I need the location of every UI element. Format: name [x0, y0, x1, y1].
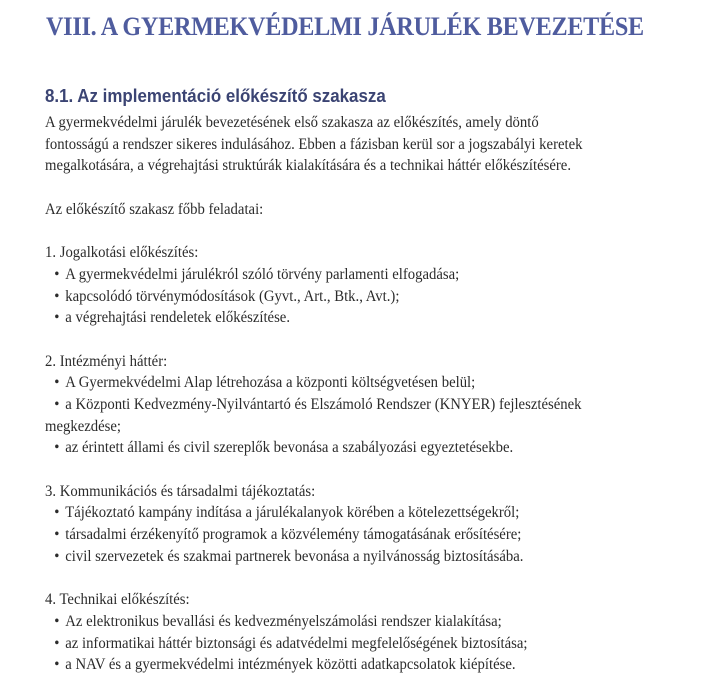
list-item-text: Tájékoztató kampány indítása a járulékalanyok körében a kötelezettségekről;: [65, 504, 520, 522]
bullet-icon: •: [54, 656, 60, 674]
list-item-text: a NAV és a gyermekvédelmi intézmények közötti adatkapcsolatok kiépítése.: [65, 656, 516, 674]
task-section-heading: 2. Intézményi háttér:: [45, 352, 168, 370]
spacer: [45, 329, 689, 351]
spacer: [45, 459, 689, 481]
list-item-text: a végrehajtási rendeletek előkészítése.: [65, 309, 291, 327]
task-section-heading: 1. Jogalkotási előkészítés:: [45, 244, 199, 262]
spacer: [45, 567, 689, 589]
list-item: [45, 286, 689, 308]
list-item: [45, 437, 689, 459]
intro-paragraph: [45, 112, 689, 177]
list-item-text: A Gyermekvédelmi Alap létrehozása a központi költségvetésen belül;: [65, 374, 476, 392]
bullet-icon: •: [54, 504, 60, 522]
task-section-heading: 3. Kommunikációs és társadalmi tájékoztatás:: [45, 482, 316, 500]
list-item-text: az érintett állami és civil szereplők bevonása a szabályozási egyeztetésekbe.: [65, 439, 514, 457]
section-body: [45, 112, 689, 676]
list-item-text: a Központi Kedvezmény-Nyilvántartó és Elszámoló Rendszer (KNYER) fejlesztésének: [65, 395, 582, 413]
list-item-text: az informatikai háttér biztonsági és adatvédelmi megfelelőségének biztosítása;: [65, 634, 528, 652]
intro-line: fontosságú a rendszer sikeres indulásához. Ebben a fázisban kerül sor a jogszabályi keretek: [45, 135, 583, 153]
task-section-heading: 4. Technikai előkészítés:: [45, 591, 190, 609]
list-item-text: A gyermekvédelmi járulékról szóló törvény parlamenti elfogadása;: [65, 265, 460, 283]
bullet-icon: •: [54, 309, 60, 327]
list-item: [45, 502, 689, 524]
list-item-continuation: megkezdése;: [45, 417, 122, 435]
task-section-technical: [45, 589, 689, 676]
bullet-icon: •: [54, 395, 60, 413]
bullet-icon: •: [54, 374, 60, 392]
spacer: [45, 220, 689, 242]
list-item: [45, 524, 689, 546]
bullet-icon: •: [54, 547, 60, 565]
list-item: [45, 611, 689, 633]
task-section-institutional: [45, 351, 689, 459]
spacer: [45, 177, 689, 199]
list-item: [45, 633, 689, 655]
list-item-text: társadalmi érzékenyítő programok a közvélemény támogatásának erősítésére;: [65, 526, 522, 544]
task-section-legislation: [45, 242, 689, 329]
list-item: [45, 372, 689, 394]
list-item-text: Az elektronikus bevallási és kedvezményelszámolási rendszer kialakítása;: [65, 612, 502, 630]
task-section-communication: [45, 481, 689, 568]
intro-line: A gyermekvédelmi járulék bevezetésének első szakasza az előkészítés, amely döntő: [45, 114, 539, 131]
chapter-title: VIII. A GYERMEKVÉDELMI JÁRULÉK BEVEZETÉSE: [46, 12, 644, 41]
section-heading: 8.1. Az implementáció előkészítő szakasza: [45, 86, 386, 106]
list-item: [45, 654, 689, 676]
tasks-heading: Az előkészítő szakasz főbb feladatai:: [45, 200, 264, 218]
intro-line: megalkotására, a végrehajtási struktúrák kialakítására és a technikai háttér előkészítésére.: [45, 157, 571, 175]
list-item: [45, 394, 689, 416]
bullet-icon: •: [54, 287, 60, 305]
list-item: [45, 307, 689, 329]
bullet-icon: •: [54, 265, 60, 283]
list-item-text: civil szervezetek és szakmai partnerek bevonása a nyilvánosság biztosításába.: [65, 547, 524, 565]
bullet-icon: •: [54, 612, 60, 630]
bullet-icon: •: [54, 526, 60, 544]
list-item: [45, 264, 689, 286]
list-item: [45, 546, 689, 568]
list-item-text: kapcsolódó törvénymódosítások (Gyvt., Art., Btk., Avt.);: [65, 287, 400, 305]
bullet-icon: •: [54, 634, 60, 652]
bullet-icon: •: [54, 439, 60, 457]
